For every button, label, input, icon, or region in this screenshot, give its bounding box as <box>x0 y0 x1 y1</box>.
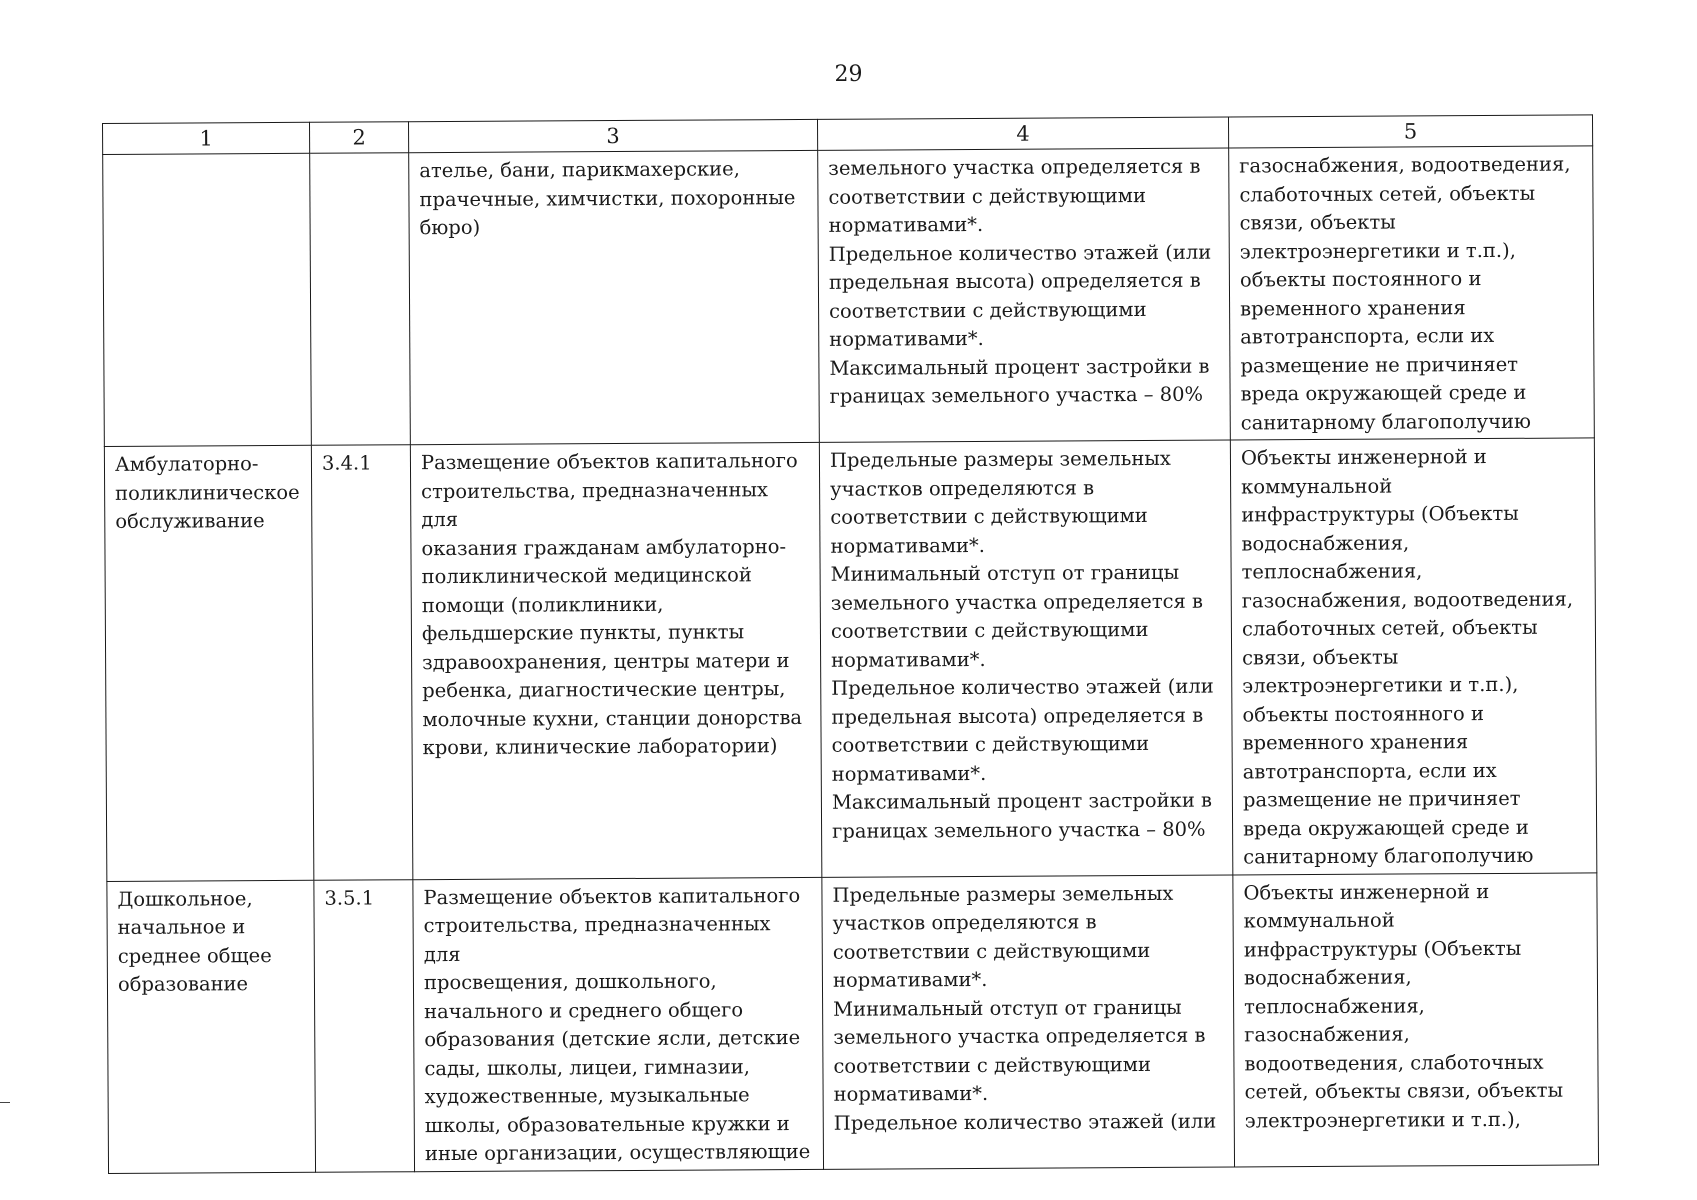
header-col-2: 2 <box>309 122 408 154</box>
land-use-table <box>102 114 1599 1173</box>
cell-use-code <box>311 445 413 880</box>
auxiliary-text: Объекты инженерной и коммунальной инфраструктуры (Объекты водоснабжения, теплоснабжения, газоснабжения, водоотведения, слаботочных сетей, объекты связи, объекты электроэнергетики и т.п.), объекты постоянного и временного хранения автотранспорта, если их размещение не причиняет вреда окружающей среде и санитарному благополучию <box>1240 445 1574 869</box>
cell-parameters <box>819 440 1232 877</box>
margin-mark <box>0 1102 10 1103</box>
cell-use-name <box>104 445 313 881</box>
use-name-text <box>113 158 299 159</box>
use-name-text: Амбулаторно- поликлиническое обслуживание <box>114 452 300 533</box>
cell-use-code <box>314 879 415 1172</box>
cell-parameters <box>818 148 1231 442</box>
auxiliary-text: газоснабжения, водоотведения, слаботочных сетей, объекты связи, объекты электроэнергетики и т.п.), объекты постоянного и временного хранения автотранспорта, если их размещение не причиняет вреда окружающей среде и санитарному благополучию <box>1239 152 1571 434</box>
table-row <box>103 146 1595 447</box>
use-code-text: 3.4.1 <box>321 451 372 475</box>
description-text: Размещение объектов капитального строительства, предназначенных для просвещения, дошкольного, начального и среднего общего образования (детские ясли, детские сады, школы, лицеи, гимназии, художественные, музыкальные школы, образовательные кружки и иные организации, осуществляющие <box>423 883 811 1166</box>
cell-use-name <box>107 880 316 1173</box>
description-text: ателье, бани, парикмахерские, прачечные, химчистки, похоронные бюро) <box>419 157 796 240</box>
use-name-text: Дошкольное, начальное и среднее общее образование <box>117 886 272 996</box>
cell-description <box>409 150 820 444</box>
cell-description <box>413 877 824 1171</box>
header-col-4: 4 <box>817 117 1228 150</box>
table-row <box>107 872 1599 1173</box>
cell-auxiliary <box>1229 146 1595 440</box>
header-col-3: 3 <box>408 119 817 152</box>
cell-parameters <box>822 874 1235 1168</box>
parameters-text: Предельные размеры земельных участков определяются в соответствии с действующими нормативами*. Минимальный отступ от границы земельного участка определяется в соответствии с действующими нормативами*. Предельное количество этажей (или <box>832 881 1217 1135</box>
cell-auxiliary <box>1233 872 1599 1166</box>
parameters-text: Предельные размеры земельных участков определяются в соответствии с действующими нормативами*. Минимальный отступ от границы земельного участка определяется в соответствии с действующими нормативами*. Предельное количество этажей (или предельная высота) определяется в соответствии с действующими нормативами*. Максимальный процент застройки в границах земельного участка – 80% <box>829 446 1214 843</box>
header-col-5: 5 <box>1228 115 1592 148</box>
header-col-1: 1 <box>103 122 310 154</box>
use-code-text: 3.5.1 <box>324 885 375 910</box>
auxiliary-text: Объекты инженерной и коммунальной инфраструктуры (Объекты водоснабжения, теплоснабжения, газоснабжения, водоотведения, слаботочных сетей, объекты связи, объекты электроэнергетики и т.п.), <box>1243 879 1564 1132</box>
cell-auxiliary <box>1230 438 1596 875</box>
table-row <box>104 438 1596 881</box>
cell-use-name <box>103 153 312 446</box>
cell-description <box>410 442 821 879</box>
parameters-text: земельного участка определяется в соответствии с действующими нормативами*. Предельное количество этажей (или предельная высота) определяется в соответствии с действующими нормативами*. Максимальный процент застройки в границах земельного участка – 80% <box>828 154 1212 408</box>
page-number: 29 <box>834 62 863 87</box>
description-text: Размещение объектов капитального строительства, предназначенных для оказания гражданам амбулаторно- поликлинической медицинской помощи (поликлиники, фельдшерские пункты, пункты здравоохранения, центры матери и ребенка, диагностические центры, молочные кухни, станции донорства крови, клинические лаборатории) <box>420 448 803 760</box>
cell-use-code <box>310 153 411 446</box>
